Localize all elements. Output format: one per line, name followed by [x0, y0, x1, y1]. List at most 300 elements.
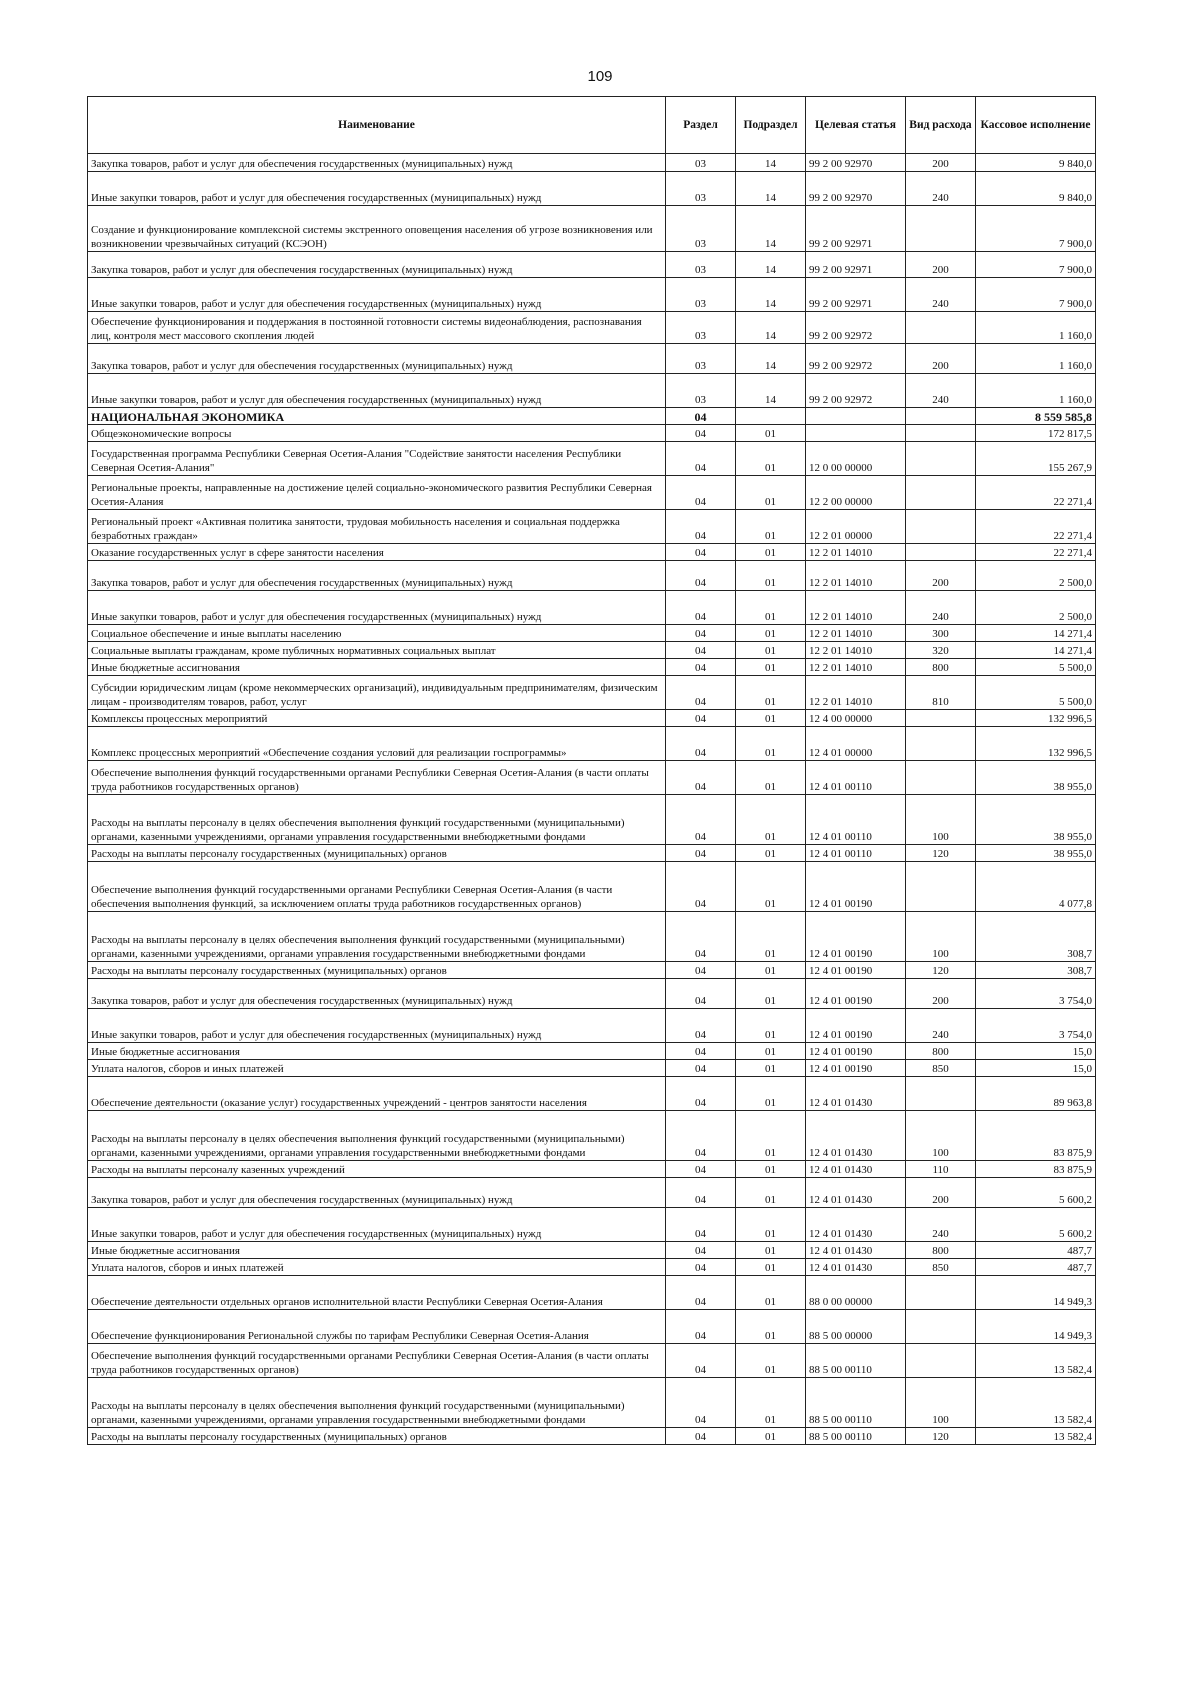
cell-name: Иные бюджетные ассигнования [88, 1242, 666, 1259]
cell-razdel: 04 [666, 1344, 736, 1378]
cell-sum: 155 267,9 [976, 442, 1096, 476]
cell-vr [906, 862, 976, 912]
cell-podrazdel: 01 [736, 1077, 806, 1111]
cell-podrazdel: 14 [736, 172, 806, 206]
cell-vr: 240 [906, 374, 976, 408]
cell-csr [806, 408, 906, 425]
cell-podrazdel: 01 [736, 1111, 806, 1161]
table-row [88, 1043, 1096, 1060]
cell-razdel: 04 [666, 979, 736, 1009]
cell-razdel: 04 [666, 591, 736, 625]
table-row [88, 710, 1096, 727]
cell-name: Закупка товаров, работ и услуг для обеспечения государственных (муниципальных) нужд [88, 561, 666, 591]
cell-vr: 240 [906, 172, 976, 206]
cell-csr: 12 2 01 00000 [806, 510, 906, 544]
cell-sum: 38 955,0 [976, 845, 1096, 862]
cell-razdel: 04 [666, 442, 736, 476]
cell-razdel: 04 [666, 1276, 736, 1310]
cell-razdel: 04 [666, 862, 736, 912]
cell-csr: 12 2 01 14010 [806, 642, 906, 659]
table-row [88, 172, 1096, 206]
cell-csr: 12 4 01 00190 [806, 912, 906, 962]
cell-name: Уплата налогов, сборов и иных платежей [88, 1060, 666, 1077]
cell-razdel: 04 [666, 676, 736, 710]
table-row [88, 1178, 1096, 1208]
cell-name: Социальные выплаты гражданам, кроме публичных нормативных социальных выплат [88, 642, 666, 659]
cell-podrazdel: 01 [736, 591, 806, 625]
cell-name: Комплексы процессных мероприятий [88, 710, 666, 727]
cell-podrazdel: 01 [736, 710, 806, 727]
cell-podrazdel: 01 [736, 1161, 806, 1178]
cell-vr: 800 [906, 659, 976, 676]
cell-csr: 88 5 00 00110 [806, 1428, 906, 1445]
table-row [88, 476, 1096, 510]
cell-sum: 308,7 [976, 962, 1096, 979]
cell-podrazdel: 01 [736, 544, 806, 561]
cell-podrazdel: 14 [736, 252, 806, 278]
cell-csr: 99 2 00 92971 [806, 278, 906, 312]
table-row [88, 1259, 1096, 1276]
cell-sum: 13 582,4 [976, 1428, 1096, 1445]
cell-podrazdel: 01 [736, 476, 806, 510]
cell-razdel: 04 [666, 425, 736, 442]
table-row [88, 1344, 1096, 1378]
cell-razdel: 03 [666, 344, 736, 374]
cell-razdel: 04 [666, 1242, 736, 1259]
cell-vr [906, 1310, 976, 1344]
cell-csr: 12 4 00 00000 [806, 710, 906, 727]
cell-podrazdel: 01 [736, 625, 806, 642]
cell-name: Региональный проект «Активная политика занятости, трудовая мобильность населения и социальная поддержка безработных граждан» [88, 510, 666, 544]
cell-sum: 3 754,0 [976, 1009, 1096, 1043]
table-row [88, 206, 1096, 252]
table-row [88, 1060, 1096, 1077]
cell-razdel: 03 [666, 312, 736, 344]
cell-vr: 110 [906, 1161, 976, 1178]
cell-sum: 8 559 585,8 [976, 408, 1096, 425]
cell-sum: 15,0 [976, 1043, 1096, 1060]
cell-podrazdel: 01 [736, 425, 806, 442]
cell-podrazdel: 01 [736, 1208, 806, 1242]
cell-name: Уплата налогов, сборов и иных платежей [88, 1259, 666, 1276]
cell-sum: 7 900,0 [976, 278, 1096, 312]
cell-sum: 14 949,3 [976, 1310, 1096, 1344]
cell-name: Иные закупки товаров, работ и услуг для обеспечения государственных (муниципальных) нужд [88, 374, 666, 408]
budget-table [87, 96, 1096, 1445]
cell-csr: 12 4 01 01430 [806, 1111, 906, 1161]
cell-podrazdel: 01 [736, 561, 806, 591]
table-row [88, 761, 1096, 795]
table-row [88, 676, 1096, 710]
cell-csr: 99 2 00 92971 [806, 206, 906, 252]
cell-csr: 99 2 00 92972 [806, 344, 906, 374]
cell-sum: 83 875,9 [976, 1161, 1096, 1178]
cell-razdel: 04 [666, 912, 736, 962]
cell-csr: 99 2 00 92972 [806, 312, 906, 344]
table-row [88, 510, 1096, 544]
cell-name: Обеспечение деятельности (оказание услуг) государственных учреждений - центров занятости населения [88, 1077, 666, 1111]
cell-sum: 4 077,8 [976, 862, 1096, 912]
cell-razdel: 03 [666, 278, 736, 312]
cell-csr: 88 5 00 00110 [806, 1344, 906, 1378]
table-row [88, 862, 1096, 912]
cell-sum: 14 949,3 [976, 1276, 1096, 1310]
cell-sum: 22 271,4 [976, 544, 1096, 561]
cell-name: Закупка товаров, работ и услуг для обеспечения государственных (муниципальных) нужд [88, 252, 666, 278]
cell-name: Обеспечение функционирования Региональной службы по тарифам Республики Северная Осетия-Алания [88, 1310, 666, 1344]
cell-vr [906, 408, 976, 425]
cell-podrazdel: 01 [736, 659, 806, 676]
cell-csr: 12 4 01 01430 [806, 1259, 906, 1276]
cell-csr: 12 4 01 00000 [806, 727, 906, 761]
cell-name: Расходы на выплаты персоналу казенных учреждений [88, 1161, 666, 1178]
cell-sum: 308,7 [976, 912, 1096, 962]
table-row [88, 374, 1096, 408]
cell-csr: 88 5 00 00000 [806, 1310, 906, 1344]
cell-csr: 12 4 01 01430 [806, 1208, 906, 1242]
cell-name: Расходы на выплаты персоналу в целях обеспечения выполнения функций государственными (муниципальными) органами, казенными учреждениями, органами управления государственными внебюджетными фондами [88, 1111, 666, 1161]
cell-csr: 88 5 00 00110 [806, 1378, 906, 1428]
cell-podrazdel: 01 [736, 912, 806, 962]
cell-vr: 120 [906, 845, 976, 862]
cell-sum: 9 840,0 [976, 154, 1096, 172]
cell-name: Расходы на выплаты персоналу государственных (муниципальных) органов [88, 845, 666, 862]
cell-vr [906, 206, 976, 252]
cell-podrazdel: 01 [736, 1242, 806, 1259]
cell-sum: 1 160,0 [976, 374, 1096, 408]
cell-name: Обеспечение выполнения функций государственными органами Республики Северная Осетия-Алания (в части обеспечения выполнения функций, за исключением оплаты труда работников государственных органов) [88, 862, 666, 912]
header-sum: Кассовое исполнение [976, 97, 1096, 154]
cell-sum: 15,0 [976, 1060, 1096, 1077]
cell-razdel: 04 [666, 845, 736, 862]
table-row [88, 659, 1096, 676]
cell-name: Расходы на выплаты персоналу в целях обеспечения выполнения функций государственными (муниципальными) органами, казенными учреждениями, органами управления государственными внебюджетными фондами [88, 795, 666, 845]
cell-vr: 120 [906, 962, 976, 979]
cell-vr: 200 [906, 344, 976, 374]
cell-sum: 3 754,0 [976, 979, 1096, 1009]
cell-razdel: 04 [666, 1060, 736, 1077]
cell-vr [906, 1344, 976, 1378]
cell-name: Обеспечение выполнения функций государственными органами Республики Северная Осетия-Алания (в части оплаты труда работников государственных органов) [88, 1344, 666, 1378]
table-row [88, 344, 1096, 374]
cell-razdel: 04 [666, 1259, 736, 1276]
table-body [88, 154, 1096, 1445]
cell-sum: 2 500,0 [976, 561, 1096, 591]
cell-csr: 12 4 01 01430 [806, 1077, 906, 1111]
cell-vr: 240 [906, 1208, 976, 1242]
cell-razdel: 04 [666, 761, 736, 795]
cell-name: Иные бюджетные ассигнования [88, 1043, 666, 1060]
cell-csr: 12 4 01 00110 [806, 761, 906, 795]
cell-vr: 200 [906, 1178, 976, 1208]
cell-razdel: 04 [666, 544, 736, 561]
cell-vr: 320 [906, 642, 976, 659]
header-podrazdel: Подраздел [736, 97, 806, 154]
cell-razdel: 04 [666, 727, 736, 761]
cell-vr [906, 476, 976, 510]
cell-podrazdel: 01 [736, 1276, 806, 1310]
cell-name: Расходы на выплаты персоналу государственных (муниципальных) органов [88, 962, 666, 979]
table-row [88, 1428, 1096, 1445]
cell-sum: 487,7 [976, 1259, 1096, 1276]
table-row [88, 979, 1096, 1009]
cell-csr: 99 2 00 92972 [806, 374, 906, 408]
cell-podrazdel: 01 [736, 1378, 806, 1428]
cell-vr: 850 [906, 1259, 976, 1276]
cell-razdel: 03 [666, 172, 736, 206]
header-name: Наименование [88, 97, 666, 154]
table-row [88, 1276, 1096, 1310]
cell-razdel: 04 [666, 1208, 736, 1242]
cell-csr: 12 4 01 00190 [806, 1043, 906, 1060]
cell-sum: 13 582,4 [976, 1344, 1096, 1378]
cell-podrazdel: 01 [736, 1060, 806, 1077]
cell-sum: 9 840,0 [976, 172, 1096, 206]
cell-razdel: 04 [666, 710, 736, 727]
cell-name: Закупка товаров, работ и услуг для обеспечения государственных (муниципальных) нужд [88, 344, 666, 374]
cell-vr: 100 [906, 1111, 976, 1161]
cell-csr: 99 2 00 92970 [806, 172, 906, 206]
cell-vr: 240 [906, 278, 976, 312]
cell-sum: 22 271,4 [976, 476, 1096, 510]
table-row [88, 727, 1096, 761]
cell-vr [906, 510, 976, 544]
cell-podrazdel: 14 [736, 154, 806, 172]
cell-vr: 800 [906, 1242, 976, 1259]
cell-podrazdel: 14 [736, 312, 806, 344]
table-row [88, 312, 1096, 344]
cell-name: Обеспечение выполнения функций государственными органами Республики Северная Осетия-Алания (в части оплаты труда работников государственных органов) [88, 761, 666, 795]
header-vr: Вид расхода [906, 97, 976, 154]
cell-podrazdel: 01 [736, 1178, 806, 1208]
cell-name: Оказание государственных услуг в сфере занятости населения [88, 544, 666, 561]
cell-name: Закупка товаров, работ и услуг для обеспечения государственных (муниципальных) нужд [88, 979, 666, 1009]
cell-vr [906, 442, 976, 476]
cell-podrazdel: 01 [736, 845, 806, 862]
table-row [88, 912, 1096, 962]
cell-csr: 12 4 01 01430 [806, 1242, 906, 1259]
cell-razdel: 04 [666, 561, 736, 591]
table-row [88, 642, 1096, 659]
cell-csr: 12 2 01 14010 [806, 561, 906, 591]
cell-sum: 172 817,5 [976, 425, 1096, 442]
cell-csr: 12 4 01 00190 [806, 962, 906, 979]
cell-csr: 12 2 01 14010 [806, 591, 906, 625]
cell-sum: 1 160,0 [976, 344, 1096, 374]
cell-podrazdel: 01 [736, 795, 806, 845]
cell-sum: 38 955,0 [976, 795, 1096, 845]
cell-podrazdel: 01 [736, 862, 806, 912]
cell-podrazdel: 01 [736, 1009, 806, 1043]
cell-vr: 200 [906, 979, 976, 1009]
cell-csr [806, 425, 906, 442]
cell-vr [906, 1077, 976, 1111]
cell-podrazdel: 01 [736, 1344, 806, 1378]
cell-vr: 240 [906, 591, 976, 625]
table-row [88, 408, 1096, 425]
cell-sum: 487,7 [976, 1242, 1096, 1259]
cell-vr: 240 [906, 1009, 976, 1043]
table-row [88, 625, 1096, 642]
table-row [88, 252, 1096, 278]
header-razdel: Раздел [666, 97, 736, 154]
cell-razdel: 04 [666, 642, 736, 659]
cell-sum: 132 996,5 [976, 727, 1096, 761]
cell-name: Иные закупки товаров, работ и услуг для обеспечения государственных (муниципальных) нужд [88, 172, 666, 206]
table-row [88, 1378, 1096, 1428]
cell-name: Закупка товаров, работ и услуг для обеспечения государственных (муниципальных) нужд [88, 1178, 666, 1208]
cell-vr: 100 [906, 795, 976, 845]
cell-sum: 7 900,0 [976, 206, 1096, 252]
cell-podrazdel: 01 [736, 761, 806, 795]
cell-name: Субсидии юридическим лицам (кроме некоммерческих организаций), индивидуальным предпринимателям, физическим лицам - производителям товаров, работ, услуг [88, 676, 666, 710]
cell-razdel: 03 [666, 374, 736, 408]
table-row [88, 591, 1096, 625]
cell-csr: 12 2 01 14010 [806, 659, 906, 676]
cell-sum: 5 600,2 [976, 1178, 1096, 1208]
cell-vr [906, 312, 976, 344]
cell-razdel: 04 [666, 510, 736, 544]
cell-podrazdel: 01 [736, 676, 806, 710]
cell-name: Расходы на выплаты персоналу в целях обеспечения выполнения функций государственными (муниципальными) органами, казенными учреждениями, органами управления государственными внебюджетными фондами [88, 1378, 666, 1428]
cell-podrazdel: 01 [736, 962, 806, 979]
cell-name: Иные закупки товаров, работ и услуг для обеспечения государственных (муниципальных) нужд [88, 591, 666, 625]
cell-name: Иные закупки товаров, работ и услуг для обеспечения государственных (муниципальных) нужд [88, 278, 666, 312]
cell-sum: 14 271,4 [976, 642, 1096, 659]
page-number: 109 [587, 68, 613, 85]
table-row [88, 544, 1096, 561]
cell-vr [906, 544, 976, 561]
table-row [88, 1009, 1096, 1043]
cell-csr: 12 4 01 00190 [806, 1060, 906, 1077]
cell-csr: 88 0 00 00000 [806, 1276, 906, 1310]
cell-vr: 100 [906, 912, 976, 962]
cell-sum: 2 500,0 [976, 591, 1096, 625]
cell-name: Обеспечение функционирования и поддержания в постоянной готовности системы видеонаблюдения, распознавания лиц, контроля мест массового скопления людей [88, 312, 666, 344]
cell-csr: 12 2 01 14010 [806, 544, 906, 561]
cell-sum: 1 160,0 [976, 312, 1096, 344]
cell-sum: 13 582,4 [976, 1378, 1096, 1428]
cell-razdel: 03 [666, 252, 736, 278]
cell-name: Расходы на выплаты персоналу в целях обеспечения выполнения функций государственными (муниципальными) органами, казенными учреждениями, органами управления государственными внебюджетными фондами [88, 912, 666, 962]
cell-sum: 132 996,5 [976, 710, 1096, 727]
cell-name: Иные бюджетные ассигнования [88, 659, 666, 676]
cell-vr: 300 [906, 625, 976, 642]
table-row [88, 1242, 1096, 1259]
cell-vr [906, 710, 976, 727]
cell-podrazdel: 01 [736, 1259, 806, 1276]
cell-podrazdel: 01 [736, 1043, 806, 1060]
table-row [88, 962, 1096, 979]
cell-podrazdel: 01 [736, 727, 806, 761]
cell-vr: 200 [906, 154, 976, 172]
table-row [88, 561, 1096, 591]
cell-razdel: 04 [666, 1111, 736, 1161]
cell-sum: 14 271,4 [976, 625, 1096, 642]
cell-podrazdel: 01 [736, 642, 806, 659]
cell-razdel: 04 [666, 659, 736, 676]
cell-vr [906, 425, 976, 442]
cell-vr: 200 [906, 561, 976, 591]
cell-vr: 100 [906, 1378, 976, 1428]
cell-razdel: 04 [666, 1378, 736, 1428]
cell-name: Иные закупки товаров, работ и услуг для обеспечения государственных (муниципальных) нужд [88, 1208, 666, 1242]
cell-razdel: 04 [666, 625, 736, 642]
cell-csr: 12 4 01 00110 [806, 845, 906, 862]
cell-razdel: 04 [666, 1161, 736, 1178]
cell-razdel: 03 [666, 206, 736, 252]
cell-razdel: 04 [666, 962, 736, 979]
cell-podrazdel: 01 [736, 1428, 806, 1445]
cell-csr: 12 2 01 14010 [806, 676, 906, 710]
table-row [88, 845, 1096, 862]
cell-sum: 38 955,0 [976, 761, 1096, 795]
cell-name: Государственная программа Республики Северная Осетия-Алания "Содействие занятости населения Республики Северная Осетия-Алания" [88, 442, 666, 476]
cell-razdel: 04 [666, 1428, 736, 1445]
cell-vr: 200 [906, 252, 976, 278]
table-row [88, 278, 1096, 312]
cell-sum: 89 963,8 [976, 1077, 1096, 1111]
cell-sum: 5 500,0 [976, 659, 1096, 676]
cell-sum: 7 900,0 [976, 252, 1096, 278]
cell-razdel: 04 [666, 1310, 736, 1344]
cell-razdel: 04 [666, 408, 736, 425]
cell-name: Расходы на выплаты персоналу государственных (муниципальных) органов [88, 1428, 666, 1445]
cell-razdel: 03 [666, 154, 736, 172]
cell-sum: 22 271,4 [976, 510, 1096, 544]
cell-csr: 12 4 01 00190 [806, 862, 906, 912]
cell-sum: 83 875,9 [976, 1111, 1096, 1161]
cell-vr: 120 [906, 1428, 976, 1445]
cell-csr: 12 4 01 00190 [806, 1009, 906, 1043]
cell-vr [906, 1276, 976, 1310]
cell-sum: 5 500,0 [976, 676, 1096, 710]
cell-vr: 810 [906, 676, 976, 710]
cell-name: Социальное обеспечение и иные выплаты населению [88, 625, 666, 642]
cell-name: Обеспечение деятельности отдельных органов исполнительной власти Республики Северная Осетия-Алания [88, 1276, 666, 1310]
cell-razdel: 04 [666, 1009, 736, 1043]
table-row [88, 154, 1096, 172]
cell-name: НАЦИОНАЛЬНАЯ ЭКОНОМИКА [88, 408, 666, 425]
cell-podrazdel: 14 [736, 206, 806, 252]
cell-podrazdel: 14 [736, 278, 806, 312]
cell-podrazdel: 14 [736, 374, 806, 408]
cell-csr: 99 2 00 92970 [806, 154, 906, 172]
cell-razdel: 04 [666, 1178, 736, 1208]
cell-vr [906, 761, 976, 795]
cell-sum: 5 600,2 [976, 1208, 1096, 1242]
cell-razdel: 04 [666, 795, 736, 845]
cell-podrazdel: 01 [736, 510, 806, 544]
cell-csr: 12 4 01 01430 [806, 1178, 906, 1208]
cell-csr: 99 2 00 92971 [806, 252, 906, 278]
cell-vr [906, 727, 976, 761]
cell-razdel: 04 [666, 476, 736, 510]
cell-podrazdel: 01 [736, 1310, 806, 1344]
cell-name: Общеэкономические вопросы [88, 425, 666, 442]
table-row [88, 1208, 1096, 1242]
cell-csr: 12 2 01 14010 [806, 625, 906, 642]
cell-name: Иные закупки товаров, работ и услуг для обеспечения государственных (муниципальных) нужд [88, 1009, 666, 1043]
table-row [88, 425, 1096, 442]
header-csr: Целевая статья [806, 97, 906, 154]
cell-name: Региональные проекты, направленные на достижение целей социально-экономического развития Республики Северная Осетия-Алания [88, 476, 666, 510]
table-header-row [88, 97, 1096, 154]
cell-podrazdel: 14 [736, 344, 806, 374]
cell-razdel: 04 [666, 1043, 736, 1060]
table-row [88, 1161, 1096, 1178]
cell-name: Закупка товаров, работ и услуг для обеспечения государственных (муниципальных) нужд [88, 154, 666, 172]
